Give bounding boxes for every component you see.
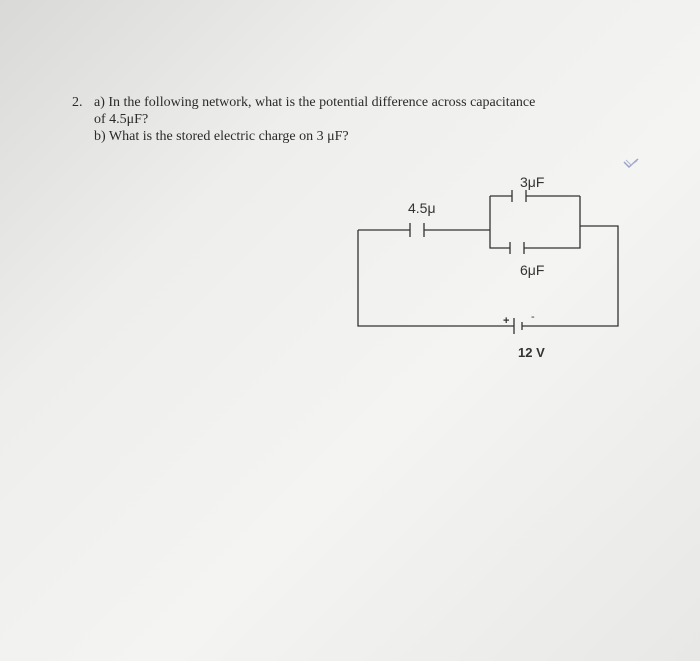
- circuit-diagram: [340, 160, 640, 370]
- capacitor-4-5uf: [410, 223, 424, 237]
- circuit-wires: [340, 160, 640, 370]
- question-part-a: a) In the following network, what is the potential difference across capacitance: [94, 95, 536, 110]
- battery-voltage-label: 12 V: [518, 345, 545, 360]
- parallel-lower-wire: [490, 196, 580, 248]
- right-wire: [532, 226, 618, 326]
- capacitor-6uf: [510, 242, 524, 254]
- question-part-b: b) What is the stored electric charge on 3 μF?: [94, 129, 349, 144]
- question-part-a-continued: of 4.5μF?: [94, 112, 149, 127]
- pen-mark-icon: [623, 158, 639, 172]
- left-bottom-wire: [358, 230, 508, 326]
- battery-plus-sign: +: [503, 315, 510, 327]
- battery-minus-sign: -: [531, 311, 535, 323]
- capacitor-3uf-label: 3μF: [520, 174, 545, 190]
- battery-symbol: [508, 318, 532, 334]
- question-number: 2.: [72, 95, 83, 110]
- capacitor-4-5uf-label: 4.5μ: [408, 200, 436, 216]
- capacitor-6uf-label: 6μF: [520, 262, 545, 278]
- capacitor-3uf: [512, 190, 526, 202]
